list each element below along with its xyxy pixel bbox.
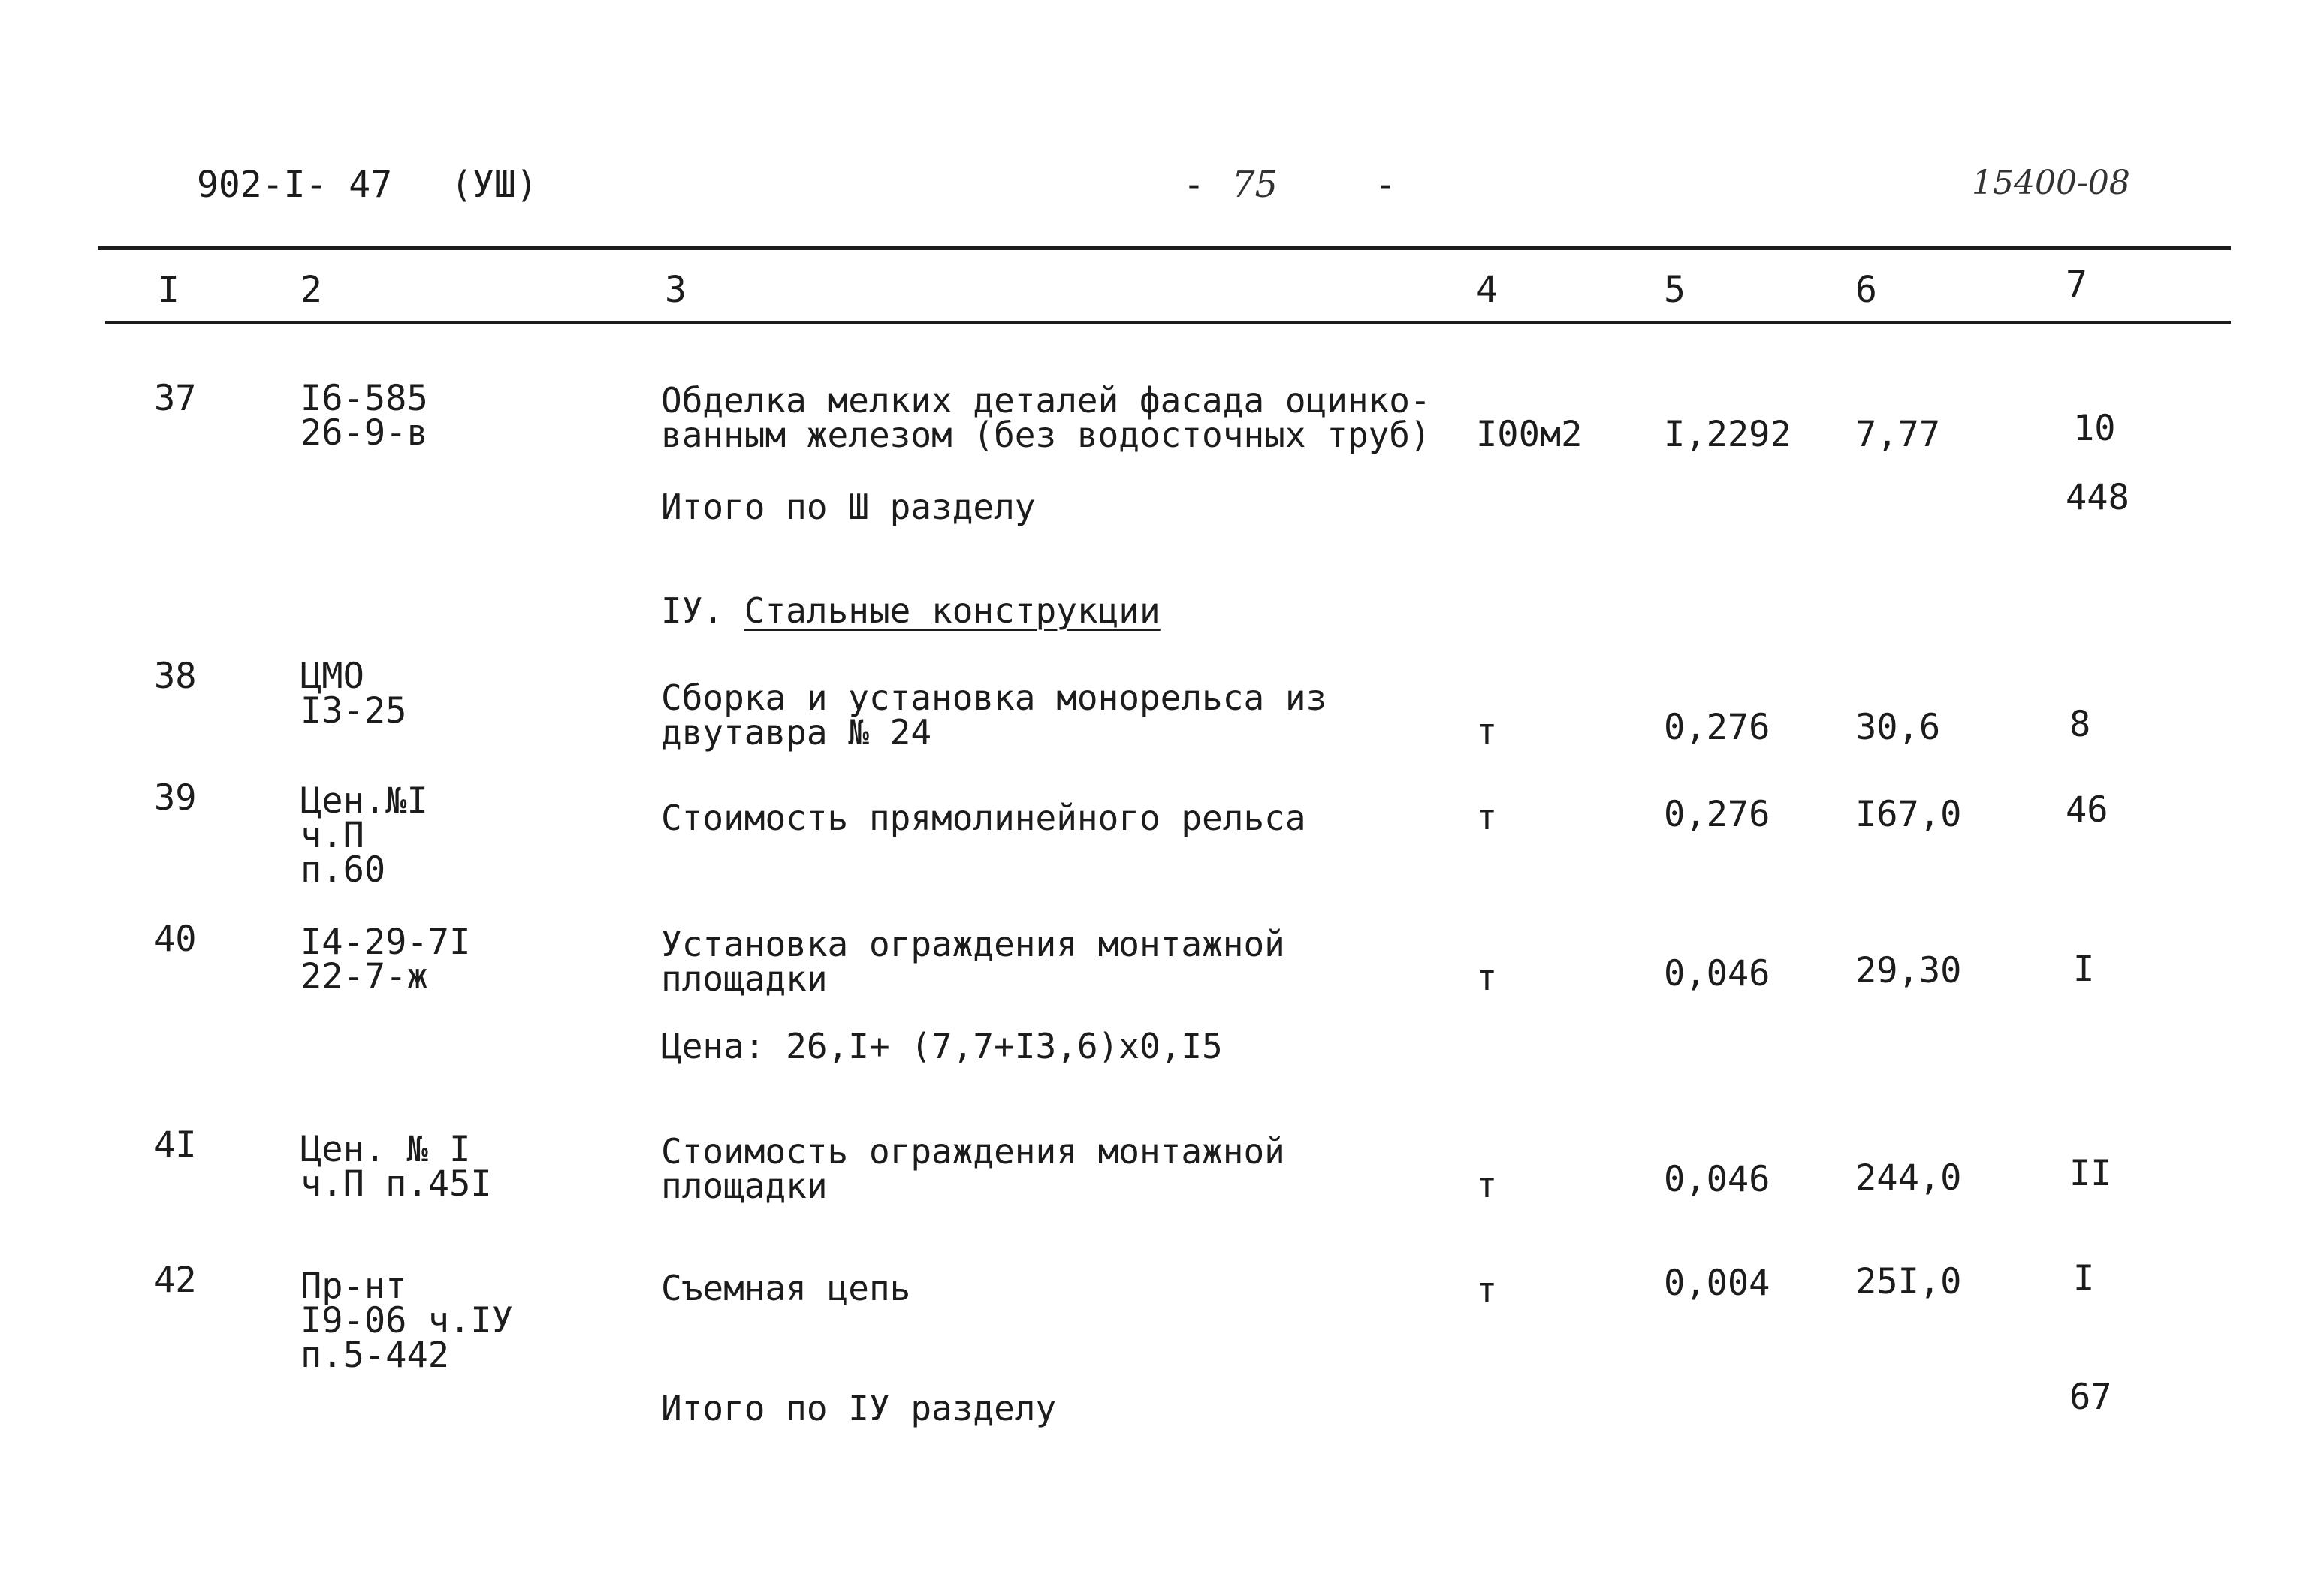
row-unit: т xyxy=(1476,1270,1498,1311)
row-price: 30,6 xyxy=(1855,707,1941,748)
row-total: I xyxy=(2073,949,2095,990)
row-quantity: 0,276 xyxy=(1664,707,1770,748)
row-code-line: I6-585 xyxy=(300,378,428,419)
row-description-line: Обделка мелких деталей фасада оцинко- xyxy=(661,380,1431,421)
row-code-line: 26-9-в xyxy=(300,412,428,454)
row-price: 244,0 xyxy=(1855,1157,1962,1199)
page-dash-left: - xyxy=(1183,164,1205,206)
top-rule xyxy=(98,246,2231,250)
row-total: 46 xyxy=(2066,789,2108,831)
doc-number: 15400-08 xyxy=(1972,164,2130,202)
row-number: 38 xyxy=(154,656,197,697)
row-number: 42 xyxy=(154,1260,197,1301)
row-quantity: 0,046 xyxy=(1664,953,1770,994)
row-price: 29,30 xyxy=(1855,950,1962,991)
page-number: 75 xyxy=(1232,164,1278,206)
column-header-3: 3 xyxy=(665,269,687,311)
row-description-line: Стоимость прямолинейного рельса xyxy=(661,798,1306,838)
row-unit: т xyxy=(1476,958,1498,999)
column-header-rule xyxy=(105,321,2231,324)
volume-number: (УШ) xyxy=(451,164,538,206)
row-unit: т xyxy=(1476,1165,1498,1206)
row-description-line: площадки xyxy=(661,1166,828,1206)
row-code-line: ч.П п.45I xyxy=(300,1163,492,1205)
column-header-4: 4 xyxy=(1476,269,1498,311)
row-description-line: Стоимость ограждения монтажной xyxy=(661,1131,1285,1172)
row-total: 8 xyxy=(2069,704,2091,745)
section-heading xyxy=(661,590,1161,631)
row-description-line: Сборка и установка монорельса из xyxy=(661,677,1327,718)
row-code-line: ЦМО xyxy=(300,656,364,697)
row-quantity: 0,046 xyxy=(1664,1159,1770,1200)
row-code-line: I3-25 xyxy=(300,690,407,732)
subtotal-section-3-value: 448 xyxy=(2066,477,2129,518)
subtotal-section-3-label: Итого по Ш разделу xyxy=(661,487,1036,527)
row-code-line: I4-29-7I xyxy=(300,922,471,963)
row-code-line: ч.П xyxy=(300,815,364,856)
row-description-line: двутавра № 24 xyxy=(661,712,932,753)
subtotal-section-4-value: 67 xyxy=(2069,1377,2112,1418)
row-quantity: I,2292 xyxy=(1664,414,1791,455)
row-unit: т xyxy=(1476,711,1498,753)
row-price: 7,77 xyxy=(1855,414,1941,455)
row-code-line: Цен. № I xyxy=(300,1129,471,1170)
section-heading-title: Стальные конструкции xyxy=(744,590,1161,631)
row-total: 10 xyxy=(2073,408,2116,449)
row-quantity: 0,276 xyxy=(1664,794,1770,835)
row-number: 40 xyxy=(154,919,197,960)
row-total: I xyxy=(2073,1258,2095,1299)
document-code: 902-I- 47 xyxy=(197,164,393,206)
column-header-2: 2 xyxy=(300,269,322,311)
column-header-7: 7 xyxy=(2066,264,2087,306)
row-description-line: площадки xyxy=(661,958,828,999)
price-note: Цена: 26,I+ (7,7+I3,6)x0,I5 xyxy=(661,1026,1223,1067)
row-code-line: п.5-442 xyxy=(300,1335,450,1376)
subtotal-section-4-label: Итого по IУ разделу xyxy=(661,1388,1057,1429)
row-unit: I00м2 xyxy=(1476,414,1583,455)
row-code-line: I9-06 ч.IУ xyxy=(300,1300,513,1341)
column-header-1: I xyxy=(158,269,180,311)
row-quantity: 0,004 xyxy=(1664,1263,1770,1304)
row-description-line: Установка ограждения монтажной xyxy=(661,924,1285,964)
row-unit: т xyxy=(1476,797,1498,838)
page-dash-right: - xyxy=(1375,164,1396,206)
row-code-line: Цен.№I xyxy=(300,780,428,822)
row-code-line: п.60 xyxy=(300,849,386,891)
row-price: 25I,0 xyxy=(1855,1261,1962,1302)
row-number: 37 xyxy=(154,378,197,419)
row-description-line: Съемная цепь xyxy=(661,1268,911,1308)
section-heading-prefix: IУ. xyxy=(661,590,724,631)
column-header-5: 5 xyxy=(1664,269,1686,311)
row-total: II xyxy=(2069,1153,2112,1194)
row-description-line: ванным железом (без водосточных труб) xyxy=(661,415,1431,455)
row-code-line: 22-7-ж xyxy=(300,956,428,997)
row-code-line: Пр-нт xyxy=(300,1266,407,1307)
column-header-6: 6 xyxy=(1855,269,1877,311)
row-number: 4I xyxy=(154,1124,197,1166)
row-number: 39 xyxy=(154,777,197,819)
row-price: I67,0 xyxy=(1855,794,1962,835)
